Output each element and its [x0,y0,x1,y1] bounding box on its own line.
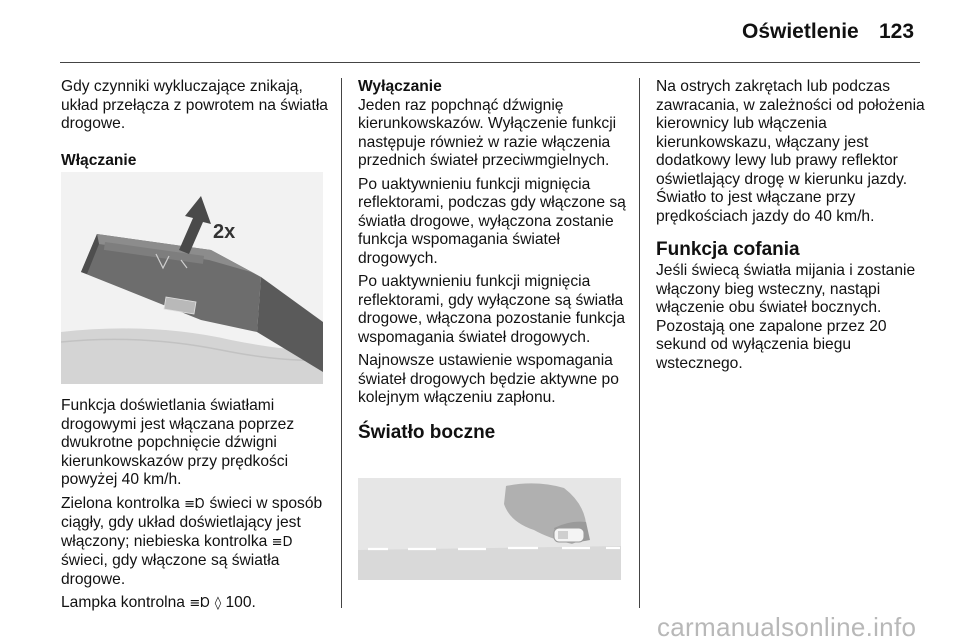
heading-reverse-function: Funkcja cofania [656,239,800,260]
cornering-light-paragraph: Na ostrych zakrętach lub podczas zawracania, w zależności od położenia kierownicy lub włączenia kierunkowskazu, włączany jest dodatkowy lewy lub prawy reflektor oświetlający drogę w kierunku jazdy. Światło to jest włączane przy prędkościach jazdy do 40 km/h. [656,78,925,225]
cornering-light-illustration [358,478,621,580]
heading-switch-off-para [358,78,628,171]
indicator-text-b: świeci w sposób ciągły, gdy układ doświetlający jest włączony; niebieska kontrolka [61,494,323,550]
page-reference-number: 100. [225,594,256,611]
column-divider-right [639,78,640,608]
column-middle [358,78,628,445]
control-light-paragraph [61,594,331,614]
indicator-text-a: Zielona kontrolka [61,494,180,512]
heading-cornering-light: Światło boczne [358,421,496,443]
control-light-text: Lampka kontrolna [61,594,185,611]
high-beam-assist-icon: ≡Ɒ [184,496,206,512]
flash-off-paragraph: Po uaktywnieniu funkcji mignięcia reflektorami, gdy wyłączone są światła drogowe, włączona pozostanie funkcja wspomagania świateł drogowych. [358,273,625,346]
intro-paragraph: Gdy czynniki wykluczające znikają, układ przełącza z powrotem na światła drogowe. [61,78,328,132]
page-reference-icon: ◊ [214,596,222,611]
flash-on-paragraph: Po uaktywnieniu funkcji mignięcia reflektorami, podczas gdy włączone są światła drogowe, wyłączona zostanie funkcja wspomagania świateł drogowych. [358,175,626,267]
assist-activation-paragraph: Funkcja doświetlania światłami drogowymi jest włączana poprzez dwukrotne popchnięcie dźwigni kierunkowskazów przy prędkości powyżej 40 km/h. [61,397,295,488]
page-header [0,0,960,62]
page-number: 123 [879,20,915,43]
heading-switch-off: Wyłączanie [358,78,442,95]
stalk-illustration [61,172,323,384]
indicator-paragraph [61,495,331,590]
reverse-function-paragraph: Jeśli świecą światła mijania i zostanie włączony bieg wsteczny, nastąpi włączenie obu świateł bocznych. Pozostają one zapalone przez 20 sekund od wyłączenia biegu wstecznego. [656,262,916,372]
column-right [656,78,926,378]
header-divider [60,62,920,63]
column-divider-left [341,78,342,608]
page-title: Oświetlenie [742,20,859,43]
watermark: carmanualsonline.info [657,612,917,642]
push-twice-label: 2x [213,221,236,243]
high-beam-assist-icon: ≡Ɒ [189,596,211,611]
column-left-lower [61,397,331,619]
column-left [61,78,331,175]
ignition-paragraph: Najnowsze ustawienie wspomagania świateł drogowych będzie aktywne po kolejnym włączeniu zapłonu. [358,352,619,406]
switch-off-paragraph: Jeden raz popchnąć dźwignię kierunkowskazów. Wyłączenie funkcji następuje również w razie włączenia przednich świateł przeciwmgielnych. [358,96,617,169]
indicator-text-c: świeci, gdy włączone są światła drogowe. [61,552,280,588]
heading-switch-on: Włączanie [61,151,137,169]
high-beam-icon: ≡D [271,534,293,550]
